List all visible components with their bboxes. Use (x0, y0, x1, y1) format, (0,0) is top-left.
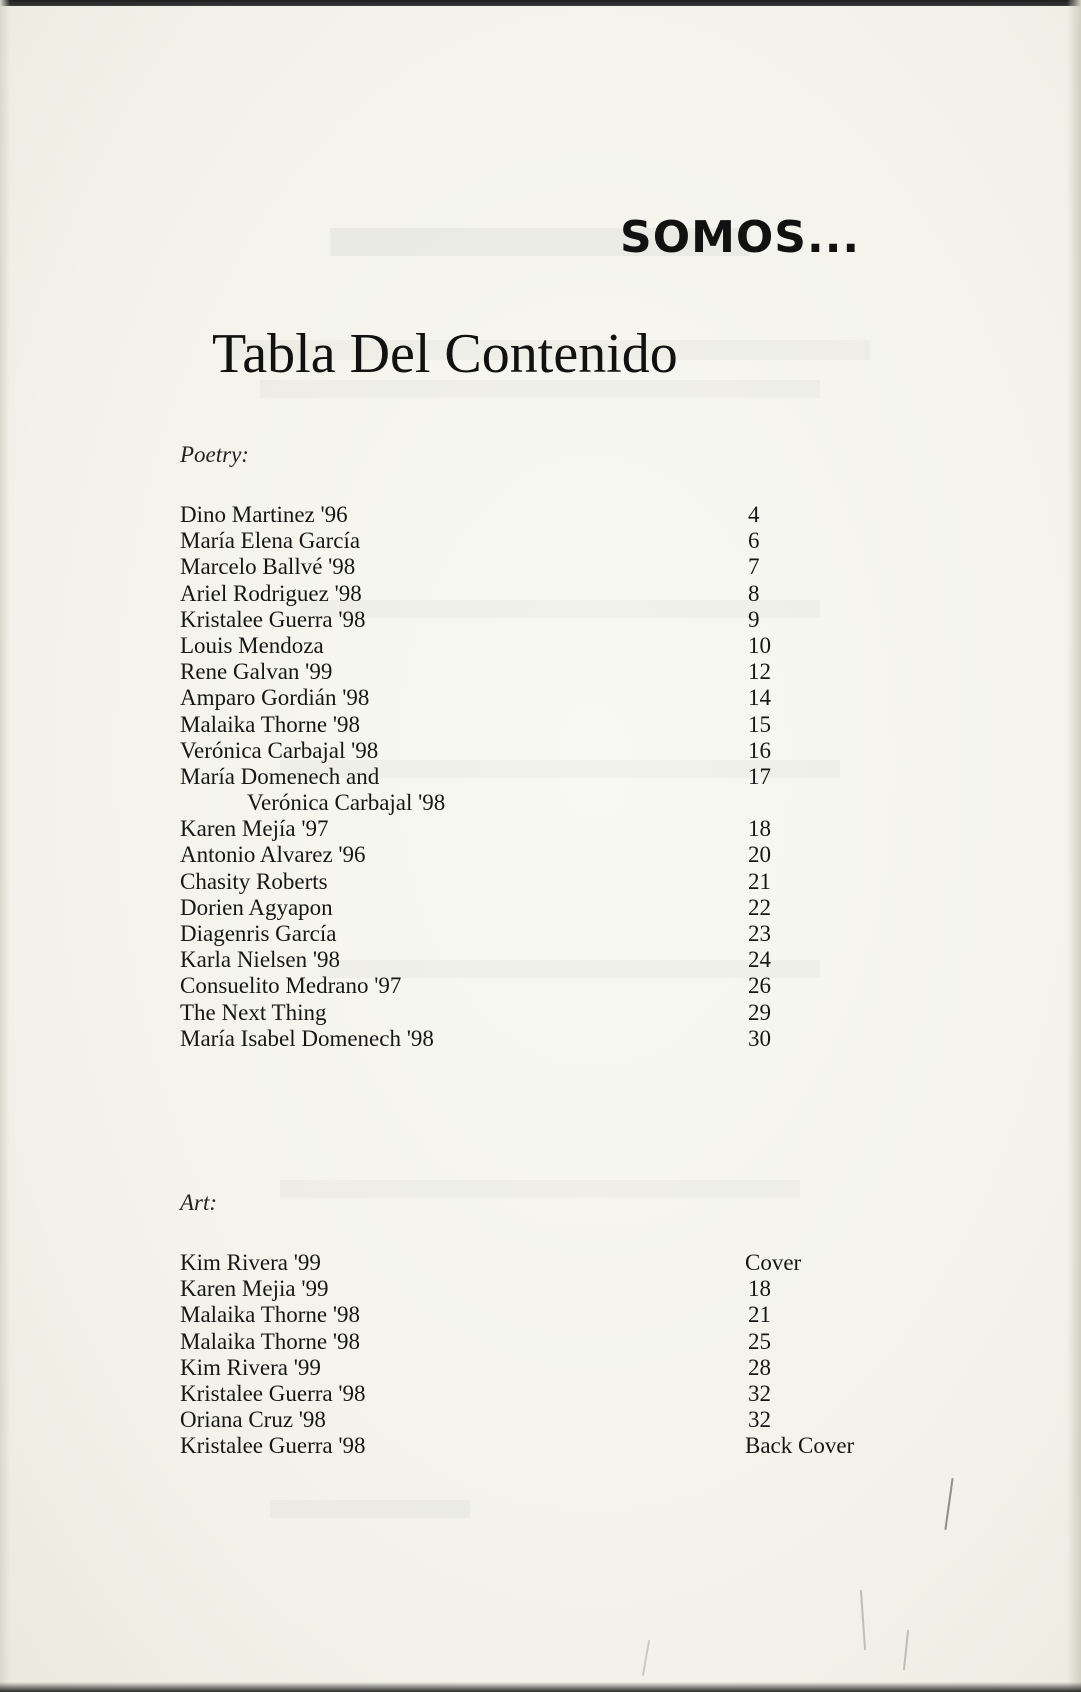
art-section-label: Art: (180, 1190, 218, 1215)
toc-page: 21 (748, 868, 771, 894)
toc-row (180, 921, 880, 947)
toc-row (180, 973, 880, 999)
toc-author: Kristalee Guerra '98 (180, 606, 366, 632)
toc-page: 6 (748, 528, 760, 554)
toc-page: 10 (748, 632, 771, 658)
somos-heading: SOMOS... (620, 212, 861, 263)
page-left-edge (0, 0, 10, 1692)
toc-page: 4 (748, 502, 760, 527)
toc-row (180, 633, 880, 659)
toc-author: María Isabel Domenech '98 (180, 1025, 434, 1051)
poetry-toc-list (180, 502, 880, 1052)
toc-page: 25 (748, 1328, 771, 1354)
toc-author: Marcelo Ballvé '98 (180, 554, 356, 580)
page-right-edge (1067, 0, 1081, 1692)
toc-page: 17 (748, 763, 771, 789)
toc-row (180, 738, 880, 764)
toc-artist: Malaika Thorne '98 (180, 1328, 361, 1354)
page-top-edge (0, 0, 1081, 6)
toc-author: Ariel Rodriguez '98 (180, 580, 362, 606)
toc-row (180, 554, 880, 580)
toc-page: 9 (748, 606, 760, 632)
toc-author: Diagenris García (180, 921, 337, 946)
toc-page: 22 (748, 894, 771, 920)
toc-row (180, 1276, 880, 1302)
toc-page: 18 (748, 1276, 771, 1302)
toc-page: 26 (748, 973, 771, 999)
toc-author: Consuelito Medrano '97 (180, 973, 402, 999)
toc-page: Back Cover (745, 1433, 855, 1459)
toc-row (180, 869, 880, 895)
toc-row (180, 1250, 880, 1276)
toc-page: 18 (748, 816, 771, 842)
toc-page: 30 (748, 1025, 771, 1051)
toc-page: 23 (748, 921, 771, 946)
art-toc-list (180, 1250, 880, 1460)
toc-page: 29 (748, 999, 771, 1025)
toc-row (180, 947, 880, 973)
page-bottom-edge (0, 1682, 1081, 1692)
poetry-section-label: Poetry: (180, 442, 249, 467)
toc-author: María Domenech and (180, 763, 380, 789)
toc-page: 28 (748, 1354, 771, 1380)
toc-row (180, 1407, 880, 1433)
toc-author: Karla Nielsen '98 (180, 947, 340, 973)
toc-author: Dino Martinez '96 (180, 502, 348, 527)
toc-page: 14 (748, 685, 771, 711)
toc-row (180, 607, 880, 633)
toc-artist: Malaika Thorne '98 (180, 1302, 361, 1328)
toc-artist: Kristalee Guerra '98 (180, 1380, 366, 1406)
toc-row (180, 1000, 880, 1026)
toc-artist: Kim Rivera '99 (180, 1354, 321, 1380)
toc-author: Louis Mendoza (180, 632, 324, 658)
toc-artist: Oriana Cruz '98 (180, 1407, 326, 1433)
toc-author: Rene Galvan '99 (180, 659, 333, 685)
toc-row (180, 1381, 880, 1407)
toc-row (180, 659, 880, 685)
toc-row (180, 581, 880, 607)
toc-row (180, 764, 880, 790)
toc-row (180, 1329, 880, 1355)
page-title: Tabla Del Contenido (212, 323, 678, 385)
toc-page: 15 (748, 711, 771, 737)
toc-author: The Next Thing (180, 999, 327, 1025)
toc-row (180, 842, 880, 868)
toc-page: 8 (748, 580, 760, 606)
toc-row (180, 1026, 880, 1052)
toc-artist: Kristalee Guerra '98 (180, 1433, 366, 1459)
toc-author: Karen Mejía '97 (180, 816, 329, 842)
toc-author: Verónica Carbajal '98 (180, 737, 379, 763)
toc-row (180, 816, 880, 842)
toc-author: Verónica Carbajal '98 (247, 790, 446, 816)
toc-page: Cover (745, 1250, 802, 1275)
toc-artist: Karen Mejia '99 (180, 1276, 329, 1302)
toc-page: 12 (748, 659, 771, 685)
toc-page: 7 (748, 554, 760, 580)
toc-author: Amparo Gordián '98 (180, 685, 370, 711)
toc-author: María Elena García (180, 528, 361, 554)
toc-page: 32 (748, 1380, 771, 1406)
toc-row (180, 1355, 880, 1381)
toc-page: 32 (748, 1407, 771, 1433)
toc-author: Dorien Agyapon (180, 894, 333, 920)
toc-row (180, 895, 880, 921)
toc-row-continuation (180, 790, 880, 816)
toc-page: 24 (748, 947, 771, 973)
toc-author: Malaika Thorne '98 (180, 711, 361, 737)
toc-row (180, 712, 880, 738)
toc-page: 16 (748, 737, 771, 763)
toc-row (180, 528, 880, 554)
toc-artist: Kim Rivera '99 (180, 1250, 321, 1275)
toc-page: 21 (748, 1302, 771, 1328)
toc-author: Chasity Roberts (180, 868, 328, 894)
toc-row (180, 1433, 880, 1459)
toc-row (180, 502, 880, 528)
toc-author: Antonio Alvarez '96 (180, 842, 366, 868)
toc-row (180, 685, 880, 711)
toc-row (180, 1302, 880, 1328)
toc-page: 20 (748, 842, 771, 868)
